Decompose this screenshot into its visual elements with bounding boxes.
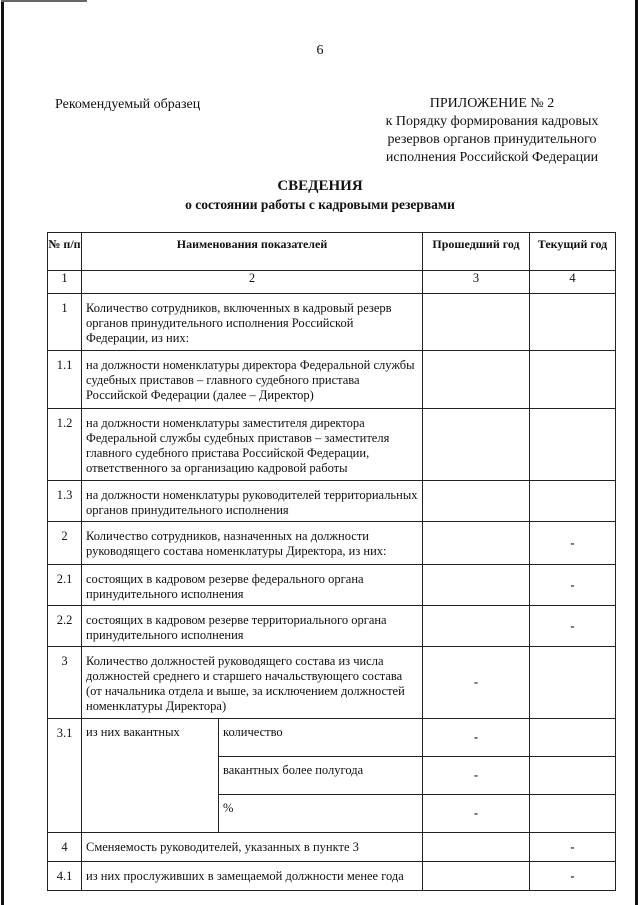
table-row xyxy=(48,481,616,522)
table-row xyxy=(48,647,616,719)
page-border-left xyxy=(1,0,4,905)
table-row xyxy=(48,565,616,606)
prev-year-cell[interactable] xyxy=(423,565,530,606)
column-index: 1 xyxy=(48,271,82,294)
prev-year-cell[interactable]: - xyxy=(423,647,530,719)
row-num: 2 xyxy=(48,522,82,565)
prev-year-cell[interactable] xyxy=(423,862,530,891)
row-num: 4 xyxy=(48,833,82,862)
row-name: Количество должностей руководящего состава из числа должностей среднего и старшего начальствующего состава (от начальника отдела и выше, за исключением должностей номенклатуры Директора) xyxy=(82,647,423,719)
row-name: Количество сотрудников, включенных в кадровый резерв органов принудительного исполнения Российской Федерации, из них: xyxy=(82,294,423,351)
subrow-label: вакантных более полугода xyxy=(219,757,423,795)
page-number: 6 xyxy=(316,43,324,58)
appendix-block xyxy=(372,95,612,167)
row-num: 1.2 xyxy=(48,409,82,481)
page-border-right xyxy=(635,0,638,905)
prev-year-cell[interactable] xyxy=(423,833,530,862)
header-num: № п/п xyxy=(48,233,82,271)
column-index: 2 xyxy=(82,271,423,294)
row-num: 3 xyxy=(48,647,82,719)
subrow-label: % xyxy=(219,795,423,833)
column-index: 4 xyxy=(530,271,616,294)
curr-year-cell[interactable] xyxy=(530,481,616,522)
appendix-line: исполнения Российской Федерации xyxy=(385,150,599,165)
curr-year-cell[interactable] xyxy=(530,757,616,795)
table-row xyxy=(48,351,616,409)
table-row xyxy=(48,606,616,647)
table-header-row xyxy=(48,233,616,271)
header-curr-year: Текущий год xyxy=(530,233,616,271)
appendix-line: к Порядку формирования кадровых xyxy=(385,114,599,129)
prev-year-cell[interactable] xyxy=(423,351,530,409)
row-num: 3.1 xyxy=(48,719,82,833)
curr-year-cell[interactable] xyxy=(530,647,616,719)
curr-year-cell[interactable] xyxy=(530,294,616,351)
curr-year-cell[interactable]: - xyxy=(530,606,616,647)
row-num: 1.3 xyxy=(48,481,82,522)
row-name: из них прослуживших в замещаемой должности менее года xyxy=(82,862,423,891)
prev-year-cell[interactable]: - xyxy=(423,719,530,757)
document-subtitle: о состоянии работы с кадровыми резервами xyxy=(185,197,455,212)
curr-year-cell[interactable]: - xyxy=(530,565,616,606)
row-name: на должности номенклатуры директора Федеральной службы судебных приставов – главного судебного пристава Российской Федерации (далее – Директор) xyxy=(82,351,423,409)
prev-year-cell[interactable] xyxy=(423,522,530,565)
subrow-label: количество xyxy=(219,719,423,757)
prev-year-cell[interactable] xyxy=(423,409,530,481)
appendix-line: резервов органов принудительного xyxy=(387,132,597,147)
curr-year-cell[interactable] xyxy=(530,795,616,833)
row-name: состоящих в кадровом резерве территориального органа принудительного исполнения xyxy=(82,606,423,647)
table-row xyxy=(48,719,616,757)
prev-year-cell[interactable] xyxy=(423,481,530,522)
row-num: 4.1 xyxy=(48,862,82,891)
row-num: 1 xyxy=(48,294,82,351)
row-name: Количество сотрудников, назначенных на должности руководящего состава номенклатуры Директора, из них: xyxy=(82,522,423,565)
curr-year-cell[interactable] xyxy=(530,409,616,481)
header-prev-year: Прошедший год xyxy=(423,233,530,271)
row-name: на должности номенклатуры заместителя директора Федеральной службы судебных приставов – заместителя главного судебного пристава Российской Федерации, ответственного за организацию кадровой работы xyxy=(82,409,423,481)
row-name: из них вакантных xyxy=(82,719,219,833)
indicators-table xyxy=(47,232,616,891)
recommended-sample-label: Рекомендуемый образец xyxy=(55,97,201,112)
table-row xyxy=(48,833,616,862)
column-index: 3 xyxy=(423,271,530,294)
header-name: Наименования показателей xyxy=(82,233,423,271)
appendix-title: ПРИЛОЖЕНИЕ № 2 xyxy=(429,96,555,111)
prev-year-cell[interactable]: - xyxy=(423,795,530,833)
curr-year-cell[interactable]: - xyxy=(530,862,616,891)
page-border-top xyxy=(1,0,87,2)
prev-year-cell[interactable] xyxy=(423,606,530,647)
prev-year-cell[interactable] xyxy=(423,294,530,351)
table-row xyxy=(48,294,616,351)
row-name: на должности номенклатуры руководителей территориальных органов принудительного исполнения xyxy=(82,481,423,522)
table-row xyxy=(48,522,616,565)
curr-year-cell[interactable]: - xyxy=(530,522,616,565)
document-title: СВЕДЕНИЯ xyxy=(277,178,363,194)
row-num: 2.2 xyxy=(48,606,82,647)
curr-year-cell[interactable]: - xyxy=(530,833,616,862)
column-index-row xyxy=(48,271,616,294)
row-name: Сменяемость руководителей, указанных в пункте 3 xyxy=(82,833,423,862)
curr-year-cell[interactable] xyxy=(530,719,616,757)
curr-year-cell[interactable] xyxy=(530,351,616,409)
row-num: 2.1 xyxy=(48,565,82,606)
row-name: состоящих в кадровом резерве федерального органа принудительного исполнения xyxy=(82,565,423,606)
table-row xyxy=(48,862,616,891)
row-num: 1.1 xyxy=(48,351,82,409)
table-row xyxy=(48,409,616,481)
prev-year-cell[interactable]: - xyxy=(423,757,530,795)
